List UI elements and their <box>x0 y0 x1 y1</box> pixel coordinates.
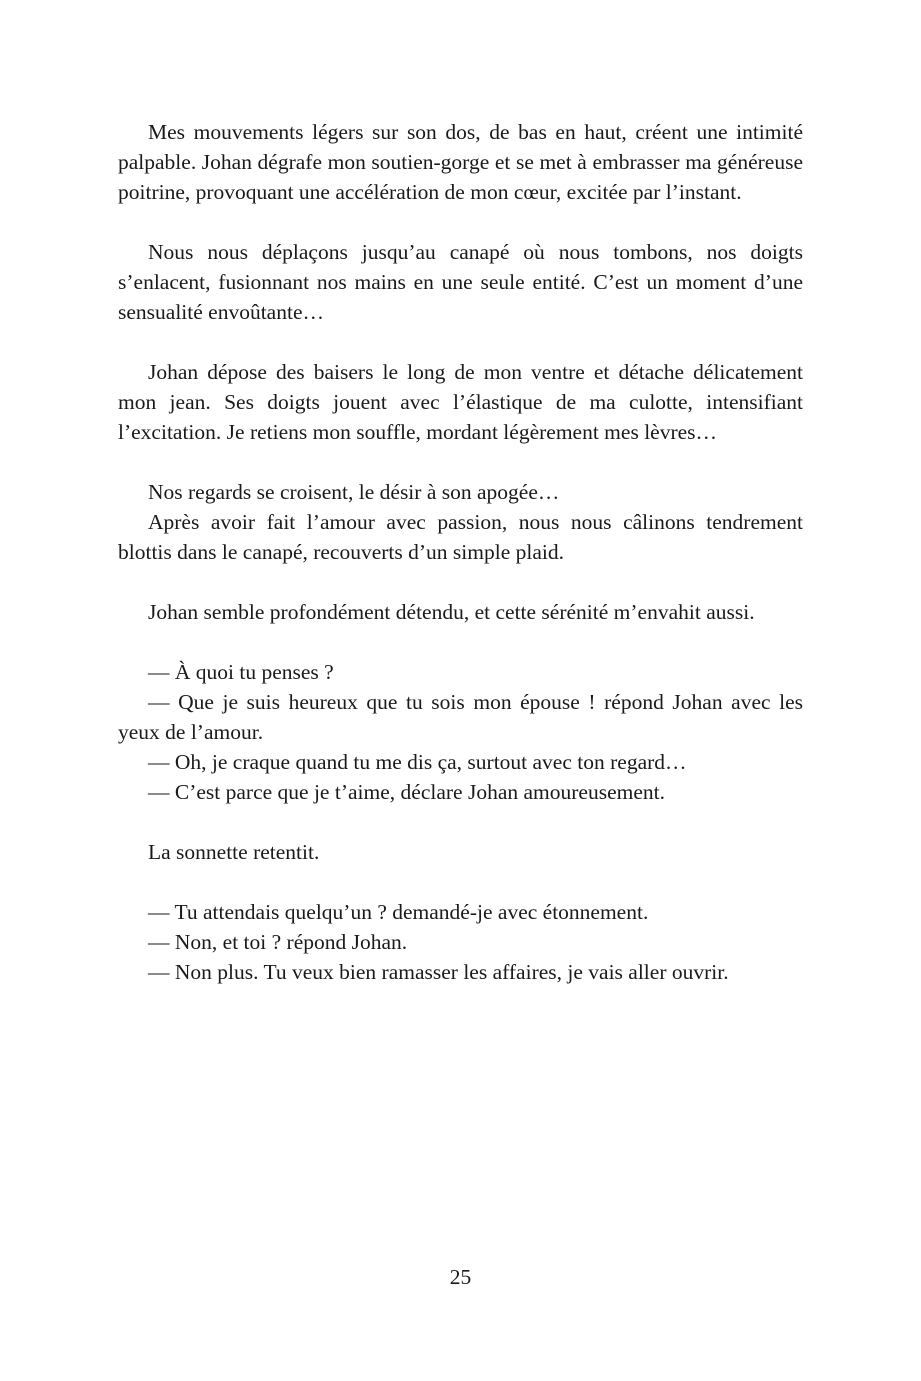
paragraph: Nous nous déplaçons jusqu’au canapé où nous tombons, nos doigts s’enlacent, fusionnant nos mains en une seule entité. C’est un moment d’une sensualité envoûtante… <box>118 240 803 324</box>
paragraph-gap <box>118 627 803 657</box>
paragraph: Johan semble profondément détendu, et cette sérénité m’envahit aussi. <box>148 600 755 624</box>
dialogue-line: — Que je suis heureux que tu sois mon épouse ! répond Johan avec les yeux de l’amour. <box>118 690 803 744</box>
paragraph: Mes mouvements légers sur son dos, de bas en haut, créent une intimité palpable. Johan dégrafe mon soutien-gorge et se met à embrasser ma généreuse poitrine, provoquant une accélération de mon cœur, excitée par l’instant. <box>118 120 803 204</box>
paragraph: Nos regards se croisent, le désir à son apogée… <box>148 480 560 504</box>
dialogue-line: — Tu attendais quelqu’un ? demandé-je avec étonnement. <box>148 900 649 924</box>
paragraph-gap <box>118 567 803 597</box>
paragraph: Après avoir fait l’amour avec passion, nous nous câlinons tendrement blottis dans le canapé, recouverts d’un simple plaid. <box>118 510 803 564</box>
page-body <box>118 117 803 987</box>
paragraph-gap <box>118 447 803 477</box>
dialogue-line: — Non, et toi ? répond Johan. <box>148 930 408 954</box>
dialogue-line: — Non plus. Tu veux bien ramasser les affaires, je vais aller ouvrir. <box>148 960 729 984</box>
paragraph: La sonnette retentit. <box>148 840 320 864</box>
dialogue-line: — À quoi tu penses ? <box>148 660 334 684</box>
paragraph-gap <box>118 207 803 237</box>
paragraph-gap <box>118 867 803 897</box>
paragraph: Johan dépose des baisers le long de mon ventre et détache délicatement mon jean. Ses doigts jouent avec l’élastique de ma culotte, intensifiant l’excitation. Je retiens mon souffle, mordant légèrement mes lèvres… <box>118 360 803 444</box>
dialogue-line: — C’est parce que je t’aime, déclare Johan amoureusement. <box>148 780 665 804</box>
paragraph-gap <box>118 327 803 357</box>
page-number: 25 <box>449 1265 472 1289</box>
dialogue-line: — Oh, je craque quand tu me dis ça, surtout avec ton regard… <box>148 750 687 774</box>
paragraph-gap <box>118 807 803 837</box>
